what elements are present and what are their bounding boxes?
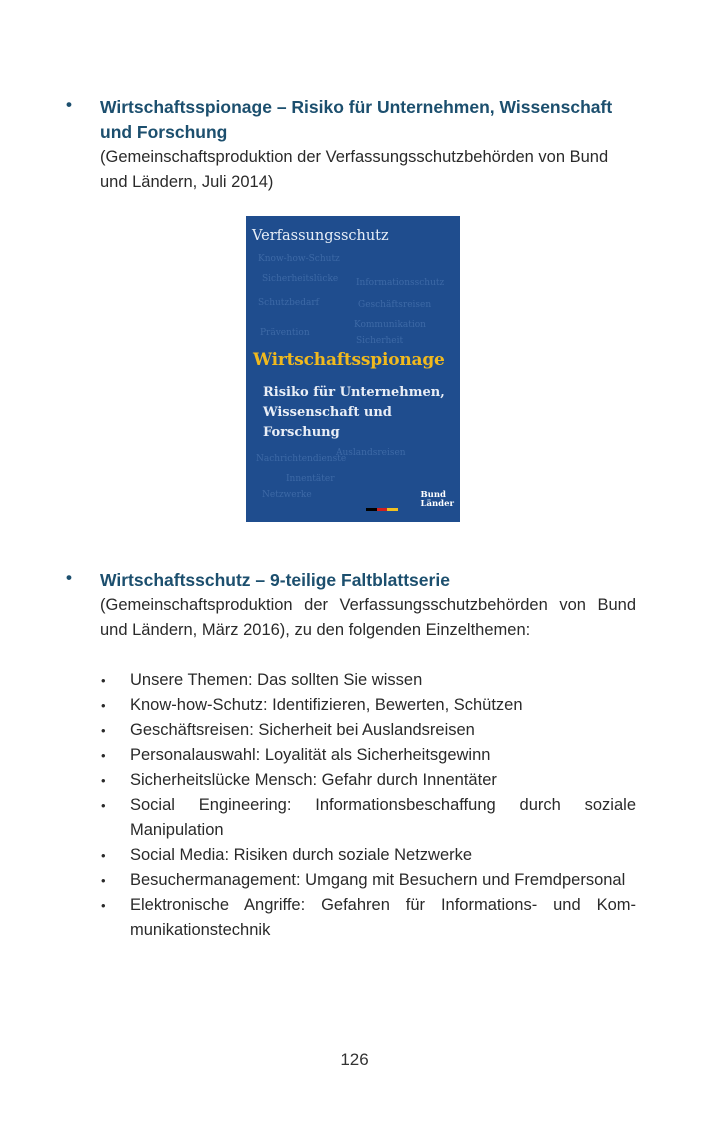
cover-header: Verfassungsschutz [252, 228, 389, 244]
publication-description: (Gemeinschaftsproduktion der Verfassungsschutzbehörden von Bund und Ländern, Juli 2014) [100, 148, 609, 191]
list-item [101, 743, 636, 768]
list-item [101, 693, 636, 718]
page-number: 126 [340, 1050, 369, 1069]
list-item [101, 868, 636, 893]
publication-entry [66, 95, 636, 195]
cover-subtitle: Risiko für Unternehmen, Wissenschaft und Forschung [263, 385, 445, 440]
topic-text: Social Engineering: Informationsbeschaffung durch soziale Manipulation [130, 796, 636, 839]
topic-text: Elektronische Angriffe: Gefahren für Informations- und Kommunikationstechnik [130, 896, 636, 939]
list-item [101, 793, 636, 843]
list-item [101, 668, 636, 693]
topic-text: Personalauswahl: Loyalität als Sicherheitsgewinn [130, 746, 491, 764]
logo-line-2: Länder [420, 499, 454, 509]
logo-line-1: Bund [420, 490, 446, 500]
list-item [101, 893, 636, 943]
bullet: • [66, 568, 72, 587]
list-item [101, 768, 636, 793]
bullet: • [66, 95, 72, 114]
cover-title: Wirtschaftsspionage [253, 350, 445, 370]
list-item [101, 843, 636, 868]
bullet: • [101, 773, 106, 788]
bullet: • [101, 898, 106, 913]
topic-text: Besuchermanagement: Umgang mit Besuchern und Fremdpersonal [130, 871, 626, 889]
topic-text: Geschäftsreisen: Sicherheit bei Auslandsreisen [130, 721, 475, 739]
topic-text: Sicherheitslücke Mensch: Gefahr durch Innentäter [130, 771, 497, 789]
topic-text: Social Media: Risiken durch soziale Netzwerke [130, 846, 473, 864]
topic-list [101, 668, 636, 943]
publication-title: Wirtschaftsschutz – 9-teilige Faltblattserie [100, 570, 450, 590]
bullet: • [101, 673, 106, 688]
bund-laender-logo [421, 491, 455, 509]
bullet: • [101, 698, 106, 713]
topic-text: Unsere Themen: Das sollten Sie wissen [130, 671, 423, 689]
publication-title: Wirtschaftsspionage – Risiko für Unternehmen, Wissenschaft und Forschung [100, 97, 613, 142]
brochure-cover-image: Know-how-Schutz Sicherheitslücke Informationsschutz Schutzbedarf Geschäftsreisen Kommunikation Prävention Sicherheit Nachrichtendienste Auslandsreisen Innentäter Netzwerke Verfassungsschutz Wirtschaftsspionage Risiko für Unternehmen, Wissenschaft und Forschung Bund Länder [246, 216, 460, 522]
bullet: • [101, 748, 106, 763]
publication-entry [66, 568, 636, 643]
bullet: • [101, 848, 106, 863]
bullet: • [101, 723, 106, 738]
publication-description: (Gemeinschaftsproduktion der Verfassungsschutzbehörden von Bund und Ländern, März 2016), zu den folgenden Einzelthemen: [100, 596, 636, 639]
topic-text: Know-how-Schutz: Identifizieren, Bewerten, Schützen [130, 696, 523, 714]
list-item [101, 718, 636, 743]
flag-stripe [366, 508, 398, 511]
bullet: • [101, 798, 106, 813]
bullet: • [101, 873, 106, 888]
